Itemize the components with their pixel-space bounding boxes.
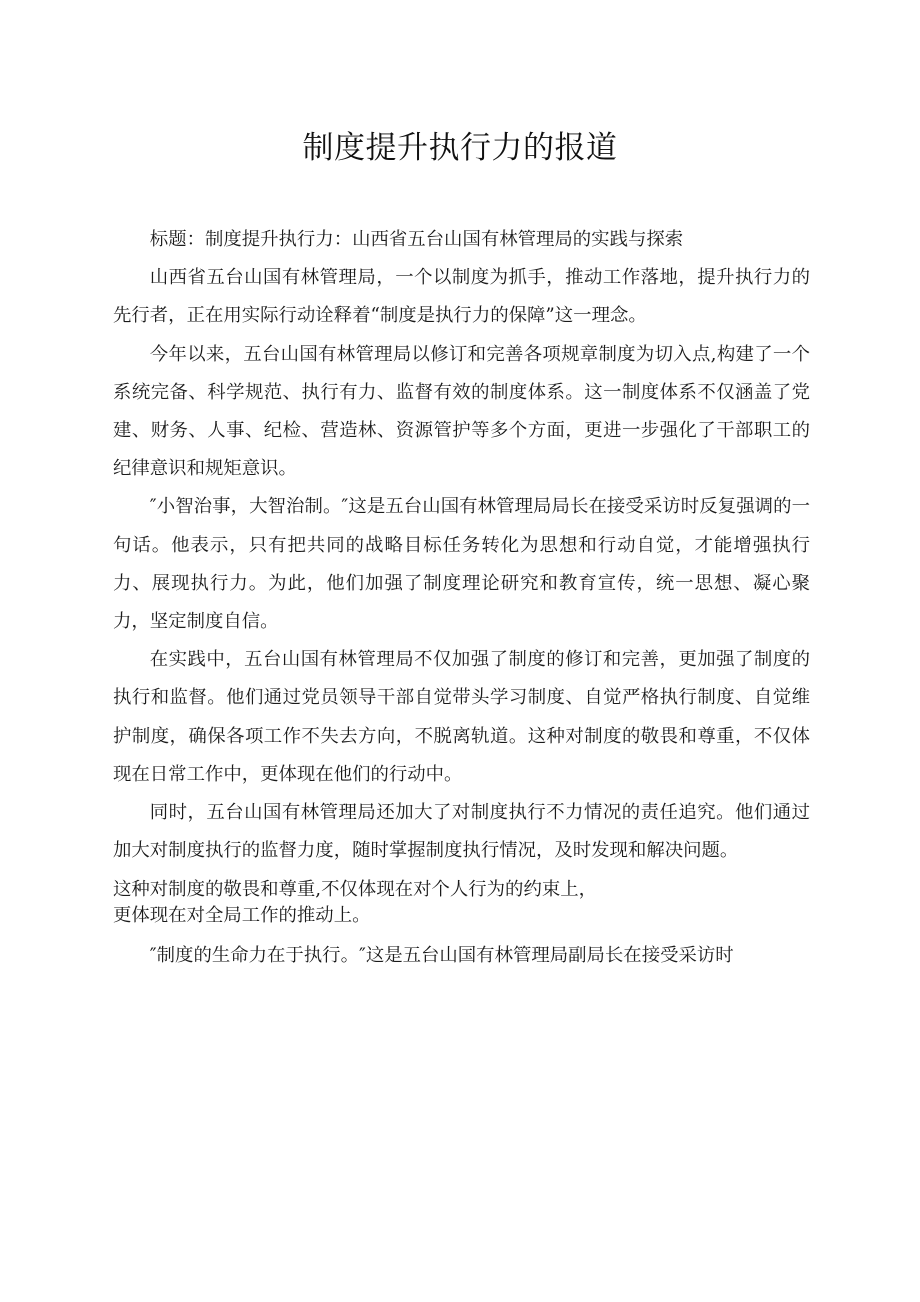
- page-title: 制度提升执行力的报道: [302, 130, 618, 166]
- tight-lines-block: [113, 877, 810, 929]
- paragraph-3: ″小智治事，大智治制。″这是五台山国有林管理局局长在接受采访时反复强调的一句话。他表示，只有把共同的战略目标任务转化为思想和行动自觉，才能增强执行力、展现执行力。为此，他们加强了制度理论研究和教育宣传，统一思想、凝心聚力，坚定制度自信。: [113, 496, 810, 633]
- paragraph-6: ″制度的生命力在于执行。″这是五台山国有林管理局副局长在接受采访时: [149, 945, 734, 967]
- paragraph-2: 今年以来，五台山国有林管理局以修订和完善各项规章制度为切入点,构建了一个系统完备、科学规范、执行有力、监督有效的制度体系。这一制度体系不仅涵盖了党建、财务、人事、纪检、营造林、资源管护等多个方面，更进一步强化了干部职工的纪律意识和规矩意识。: [113, 343, 810, 480]
- article-subtitle: 标题：制度提升执行力：山西省五台山国有林管理局的实践与探索: [149, 229, 684, 250]
- article-body: [113, 221, 810, 976]
- tight-line-1: 这种对制度的敬畏和尊重,不仅体现在对个人行为的约束上，: [113, 879, 598, 901]
- tight-line-2: 更体现在对全局工作的推动上。: [113, 905, 371, 927]
- paragraph-1: 山西省五台山国有林管理局，一个以制度为抓手，推动工作落地，提升执行力的先行者，正在用实际行动诠释着“制度是执行力的保障”这一理念。: [113, 267, 810, 327]
- paragraph-4: 在实践中，五台山国有林管理局不仅加强了制度的修订和完善，更加强了制度的执行和监督。他们通过党员领导干部自觉带头学习制度、自觉严格执行制度、自觉维护制度，确保各项工作不失去方向，不脱离轨道。这种对制度的敬畏和尊重，不仅体现在日常工作中，更体现在他们的行动中。: [113, 649, 810, 785]
- paragraph-5: 同时，五台山国有林管理局还加大了对制度执行不力情况的责任追究。他们通过加大对制度执行的监督力度，随时掌握制度执行情况，及时发现和解决问题。: [113, 802, 810, 862]
